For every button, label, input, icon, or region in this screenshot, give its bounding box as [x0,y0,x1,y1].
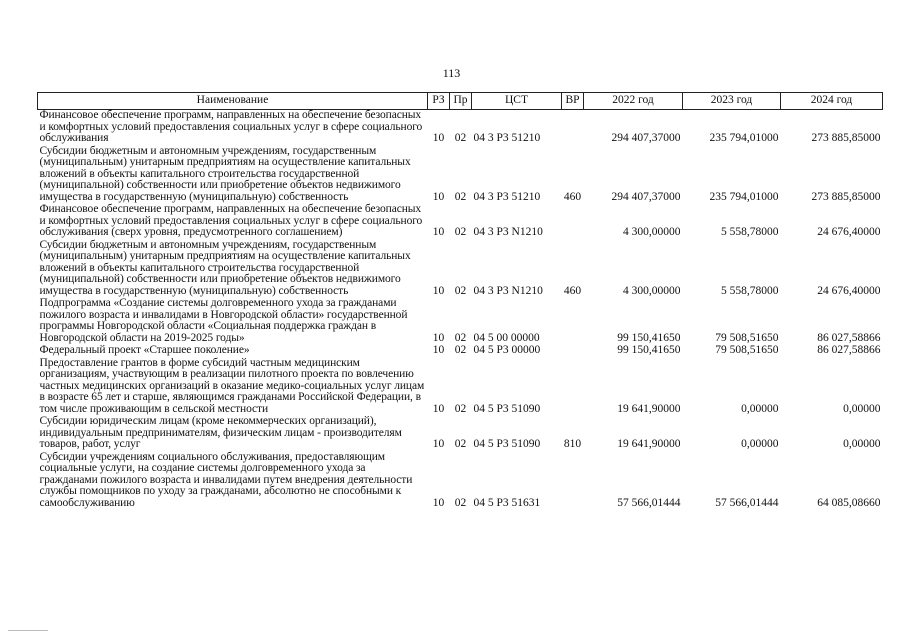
row-rz: 10 [432,496,445,509]
row-2022: 99 150,41650 [617,344,681,356]
header-2023: 2023 год [683,93,781,110]
row-vr [562,452,584,511]
row-cst: 04 3 Р3 N1210 [473,284,543,297]
row-2023: 235 794,01000 [709,132,779,144]
row-2023: 57 566,01444 [715,496,779,509]
row-name: Предоставление грантов в форме субсидий частным медицинским организациям, участвующим в реализации пилотного проекта по вовлечению частных медицинских организаций в оказание медико-социальных услуг лицам в возрасте 65 лет и старше, являющимся гражданами Российской Федерации, в том числе проживающим в сельской местности [39,356,425,415]
table-row [38,416,883,452]
row-2022: 57 566,01444 [617,496,681,509]
table-row [38,146,883,205]
row-2022: 4 300,00000 [623,226,681,238]
row-2024: 0,00000 [843,438,881,450]
row-2022: 19 641,90000 [617,402,681,415]
row-2024: 24 676,40000 [817,226,881,238]
row-2024: 64 085,08660 [817,496,881,509]
row-vr: 460 [563,284,582,297]
row-pr: 02 [454,496,467,509]
row-name: Финансовое обеспечение программ, направленных на обеспечение безопасных и комфортных условий предоставления социальных услуг в сфере социального обслуживания (сверх уровня, предусмотренного соглашением) [39,203,423,238]
row-name: Субсидии учреждениям социального обслуживания, предоставляющим социальные услуги, на создание системы долговременного ухода за гражданами пожилого возраста и инвалидами путем внедрения деятельности службы помощников по уходу за гражданами, абсолютно не способными к самообслуживанию [39,450,413,509]
table-row [38,452,883,511]
row-pr: 02 [454,284,467,297]
row-cst: 04 5 00 00000 [473,331,540,344]
row-pr: 02 [454,344,467,356]
table-row [38,358,883,417]
table-row [38,204,883,240]
row-vr [562,358,584,417]
row-2023: 79 508,51650 [715,331,779,344]
row-vr [562,110,584,146]
row-vr [562,345,584,358]
row-rz: 10 [432,331,445,344]
row-2022: 294 407,37000 [611,132,681,144]
row-name: Финансовое обеспечение программ, направленных на обеспечение безопасных и комфортных условий предоставления социальных услуг в сфере социального обслуживания [39,109,423,144]
header-vr: ВР [562,93,584,110]
table-row [38,298,883,345]
row-pr: 02 [454,132,467,144]
row-2024: 24 676,40000 [817,284,881,297]
row-cst: 04 3 Р3 51210 [473,190,541,203]
row-2022: 4 300,00000 [623,284,681,297]
row-cst: 04 3 Р3 N1210 [473,226,543,238]
row-name: Федеральный проект «Старшее поколение» [39,344,250,356]
row-2024: 86 027,58866 [817,331,881,344]
row-2022: 19 641,90000 [617,438,681,450]
row-pr: 02 [454,402,467,415]
row-2022: 99 150,41650 [617,331,681,344]
header-rz: РЗ [428,93,450,110]
row-cst: 04 5 Р3 00000 [473,344,541,356]
row-cst: 04 3 Р3 51210 [473,132,541,144]
budget-table [37,92,883,510]
header-pr: Пр [450,93,472,110]
row-2023: 5 558,78000 [721,226,779,238]
header-2022: 2022 год [584,93,683,110]
row-pr: 02 [454,438,467,450]
page-number: 113 [442,66,461,80]
row-2024: 0,00000 [843,402,881,415]
row-rz: 10 [432,226,445,238]
row-name: Подпрограмма «Создание системы долговременного ухода за гражданами пожилого возраста и инвалидами в Новгородской области» государственной программы Новгородской области «Социальная поддержка граждан в Новгородской области на 2019-2025 годы» [39,297,408,344]
table-header-row [38,93,883,110]
row-name: Субсидии бюджетным и автономным учреждениям, государственным (муниципальным) унитарным предприятиям на осуществление капитальных вложений в объекты капитального строительства государственной (муниципальной) собственности или приобретение объектов недвижимого имущества в государственную (муниципальную) собственность [39,144,411,203]
row-vr [562,204,584,240]
row-2024: 273 885,85000 [811,190,881,203]
row-rz: 10 [432,344,445,356]
row-vr: 460 [563,190,582,203]
row-rz: 10 [432,190,445,203]
row-rz: 10 [432,284,445,297]
row-cst: 04 5 Р3 51090 [473,438,541,450]
row-2022: 294 407,37000 [611,190,681,203]
row-2024: 86 027,58866 [817,344,881,356]
table-row [38,240,883,299]
row-pr: 02 [454,331,467,344]
row-2023: 0,00000 [741,438,779,450]
row-rz: 10 [432,438,445,450]
row-pr: 02 [454,226,467,238]
row-rz: 10 [432,402,445,415]
table-row [38,345,883,358]
row-pr: 02 [454,190,467,203]
row-2024: 273 885,85000 [811,132,881,144]
header-2024: 2024 год [781,93,883,110]
row-2023: 5 558,78000 [721,284,779,297]
header-cst: ЦСТ [472,93,562,110]
row-2023: 0,00000 [741,402,779,415]
row-2023: 235 794,01000 [709,190,779,203]
row-2023: 79 508,51650 [715,344,779,356]
row-name: Субсидии юридическим лицам (кроме некоммерческих организаций), индивидуальным предпринимателям, физическим лицам - производителям товаров, работ, услуг [39,415,402,450]
header-name: Наименование [38,93,428,110]
row-rz: 10 [432,132,445,144]
row-cst: 04 5 Р3 51631 [473,496,541,509]
row-name: Субсидии бюджетным и автономным учреждениям, государственным (муниципальным) унитарным предприятиям на осуществление капитальных вложений в объекты капитального строительства государственной (муниципальной) собственности или приобретение объектов недвижимого имущества в государственную (муниципальную) собственность [39,238,411,297]
row-cst: 04 5 Р3 51090 [473,402,541,415]
table-row [38,110,883,146]
row-vr [562,298,584,345]
page-edge-mark [8,630,48,631]
row-vr: 810 [563,438,582,450]
